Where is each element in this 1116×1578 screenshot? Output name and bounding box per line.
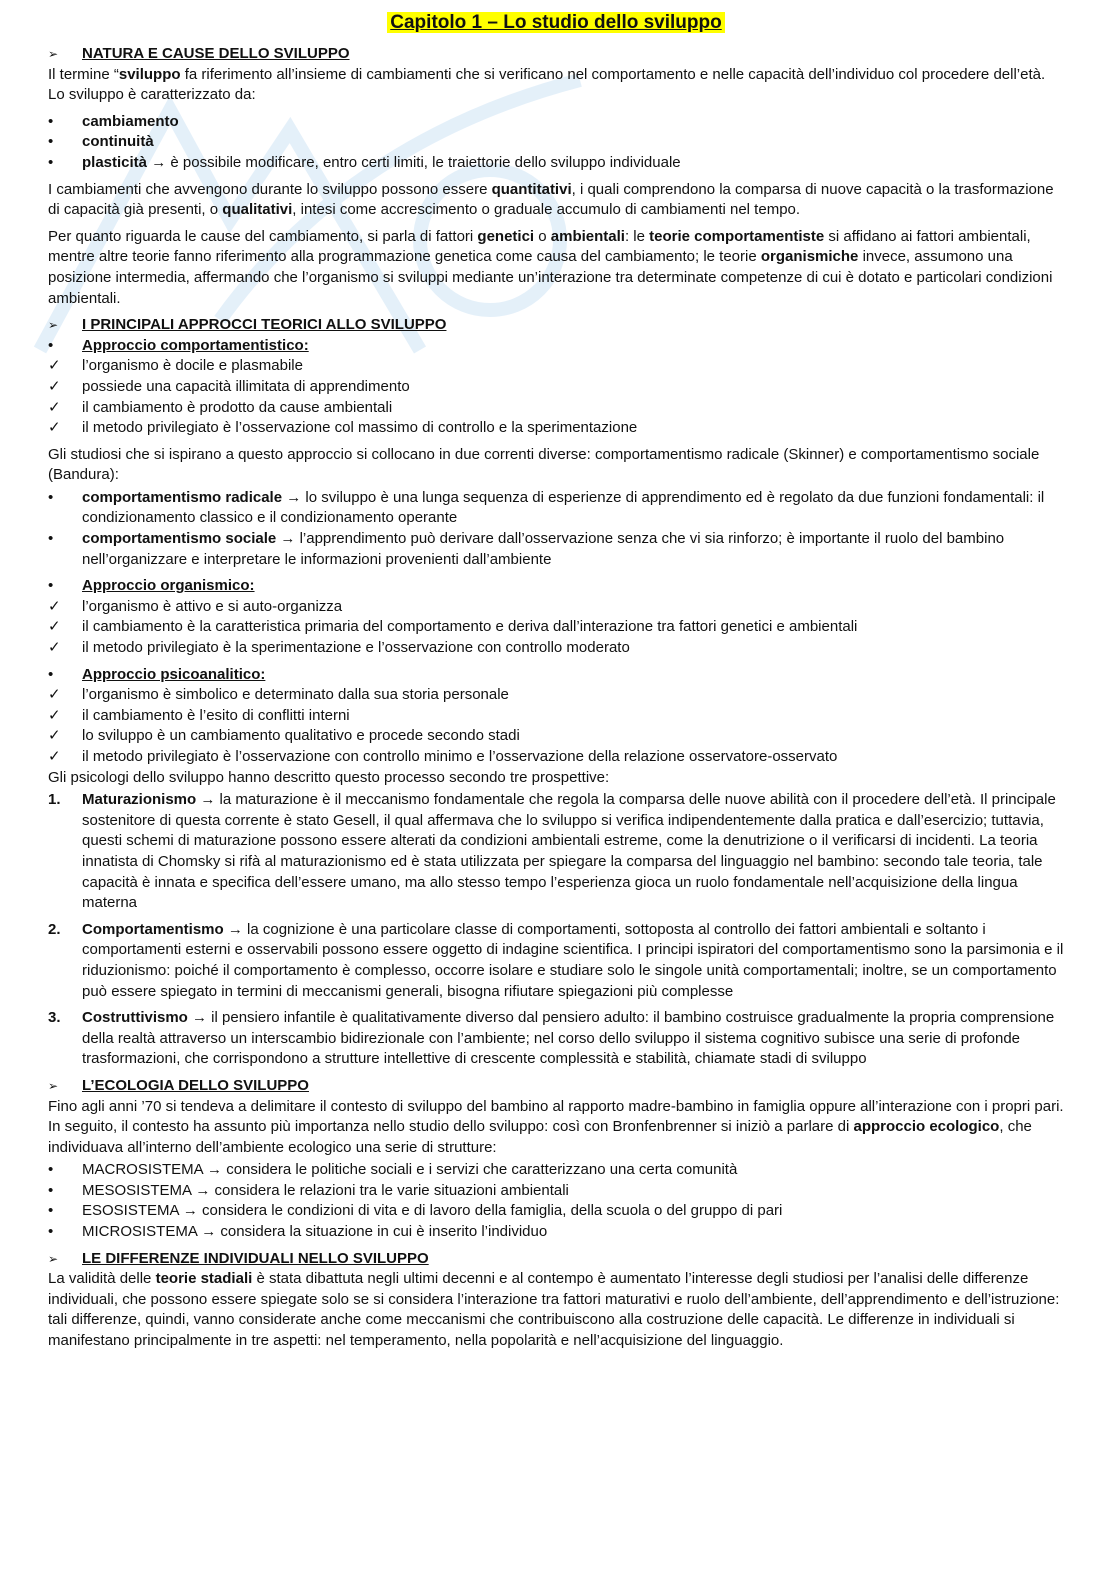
paragraph-intro: Il termine “sviluppo fa riferimento all’insieme di cambiamenti che si verificano nel comportamento e nelle capacità dell’individuo col procedere dell’età. Lo sviluppo è caratterizzato da: xyxy=(48,65,1046,104)
document-page xyxy=(48,10,1064,1358)
list-item: • Approccio comportamentistico: xyxy=(48,336,1064,357)
list-item: 3. Costruttivismo → il pensiero infantile è qualitativamente diverso dal pensiero adulto: il bambino costruisce gradualmente la propria comprensione della realtà attraverso un interscambio bidirezionale con l’ambiente; nel corso dello sviluppo il sistema cognitivo subisce una serie di profonde trasformazioni, che corrispondono a strutture intellettive di crescente complessità e stabilità, chiamate stadi di sviluppo xyxy=(48,1009,1055,1068)
check-icon: ✓ xyxy=(48,618,61,636)
right-arrow-icon: → xyxy=(182,1202,198,1220)
arrow-bullet-icon: ➢ xyxy=(48,1078,59,1093)
right-arrow-icon: → xyxy=(227,920,243,938)
section-heading-approcci: ➢ I PRINCIPALI APPROCCI TEORICI ALLO SVILUPPO xyxy=(48,315,1064,336)
list-item: ✓ il metodo privilegiato è la sperimentazione e l’osservazione con controllo moderato xyxy=(48,638,1064,659)
check-icon: ✓ xyxy=(48,727,61,745)
check-icon: ✓ xyxy=(48,597,61,615)
list-item: • ESOSISTEMA → considera le condizioni di vita e di lavoro della famiglia, della scuola o del gruppo di pari xyxy=(48,1201,1064,1222)
dot-bullet-icon: • xyxy=(48,577,54,595)
right-arrow-icon: → xyxy=(207,1161,223,1179)
check-icon: ✓ xyxy=(48,686,61,704)
list-item: • cambiamento xyxy=(48,112,1064,133)
dot-bullet-icon: • xyxy=(48,530,54,548)
dot-bullet-icon: • xyxy=(48,336,54,354)
dot-bullet-icon: • xyxy=(48,1161,54,1179)
paragraph-correnti: Gli studiosi che si ispirano a questo approccio si collocano in due correnti diverse: comportamentismo radicale (Skinner) e comportamentismo sociale (Bandura): xyxy=(48,445,1040,484)
list-item: ✓ l’organismo è attivo e si auto-organizza xyxy=(48,597,1064,618)
paragraph-cambiamenti: I cambiamenti che avvengono durante lo sviluppo possono essere quantitativi, i quali comprendono la comparsa di nuove capacità o la trasformazione di capacità già presenti, o qualitativi, intesi come accrescimento o graduale accumulo di cambiamenti nel tempo. xyxy=(48,180,1054,219)
list-item: • Approccio psicoanalitico: xyxy=(48,665,1064,686)
check-icon: ✓ xyxy=(48,419,61,437)
list-item: • comportamentismo radicale → lo sviluppo è una lunga sequenza di esperienze di apprendimento ed è regolato da due funzioni fondamentali: il condizionamento classico e il condizionamento operante xyxy=(48,488,1045,527)
list-item: ✓ il cambiamento è prodotto da cause ambientali xyxy=(48,398,1064,419)
section-heading-ecologia: ➢ L’ECOLOGIA DELLO SVILUPPO xyxy=(48,1076,1064,1097)
list-item: • continuità xyxy=(48,132,1064,153)
check-icon: ✓ xyxy=(48,748,61,765)
page-title: Capitolo 1 – Lo studio dello sviluppo xyxy=(387,12,724,33)
list-item: ✓ lo sviluppo è un cambiamento qualitativo e procede secondo stadi xyxy=(48,726,1064,747)
section-heading-natura: ➢ NATURA E CAUSE DELLO SVILUPPO xyxy=(48,44,1064,65)
paragraph-ecologia: Fino agli anni ’70 si tendeva a delimitare il contesto di sviluppo del bambino al rapporto madre-bambino in famiglia oppure all’interazione con i propri pari. In seguito, il contesto ha assunto più importanza nello studio dello sviluppo: così con Bronfenbrenner si iniziò a parlare di approccio ecologico, che individuava all’interno dell’ambiente ecologico una serie di strutture: xyxy=(48,1097,1064,1156)
list-item: ✓ il metodo privilegiato è l’osservazione col massimo di controllo e la sperimentazione xyxy=(48,418,1064,439)
list-item: 1. Maturazionismo → la maturazione è il meccanismo fondamentale che regola la comparsa delle nuove abilità con il procedere dell’età. Il principale sostenitore di questa corrente è stato Gesell, il qual affermava che lo sviluppo si verifica indipendentemente dalla pratica e dall’esercizio; tuttavia, questi schemi di maturazione possono essere alterati da condizioni ambientali estreme, come la denutrizione o il verificarsi di incidenti. La teoria innatista di Chomsky si rifà al maturazionismo ed è stata utilizzata per spiegare la comparsa del linguaggio nel bambino: secondo tale teoria, tale capacità è innata e specifica dell’essere umano, ma allo stesso tempo l’esperienza gioca un ruolo fondamentale nell’acquisizione della lingua materna xyxy=(48,791,1056,912)
arrow-bullet-icon: ➢ xyxy=(48,318,59,333)
paragraph-prospettive: Gli psicologi dello sviluppo hanno descritto questo processo secondo tre prospettive: xyxy=(48,768,610,786)
list-item: • MESOSISTEMA → considera le relazioni tra le varie situazioni ambientali xyxy=(48,1181,1064,1202)
arrow-bullet-icon: ➢ xyxy=(48,1251,59,1266)
list-item: ✓ l’organismo è simbolico e determinato dalla sua storia personale xyxy=(48,685,1064,706)
check-icon: ✓ xyxy=(48,377,61,395)
list-item: ✓ il cambiamento è l’esito di conflitti interni xyxy=(48,706,1064,727)
arrow-bullet-icon: ➢ xyxy=(48,47,59,61)
dot-bullet-icon: • xyxy=(48,1202,54,1220)
right-arrow-icon: → xyxy=(151,153,167,171)
dot-bullet-icon: • xyxy=(48,488,54,506)
list-item: ✓ l’organismo è docile e plasmabile xyxy=(48,356,1064,377)
check-icon: ✓ xyxy=(48,706,61,724)
check-icon: ✓ xyxy=(48,639,61,657)
dot-bullet-icon: • xyxy=(48,1223,54,1241)
list-item: ✓ il cambiamento è la caratteristica primaria del comportamento e deriva dall’interazione tra fattori genetici e ambientali xyxy=(48,617,1064,638)
list-item: ✓ il metodo privilegiato è l’osservazione con controllo minimo e l’osservazione della relazione osservatore-osservato xyxy=(48,747,1064,768)
right-arrow-icon: → xyxy=(201,1223,217,1241)
dot-bullet-icon: • xyxy=(48,112,54,130)
dot-bullet-icon: • xyxy=(48,665,54,683)
list-item: • plasticità → è possibile modificare, entro certi limiti, le traiettorie dello sviluppo individuale xyxy=(48,153,1064,174)
list-item: 2. Comportamentismo → la cognizione è una particolare classe di comportamenti, sottoposta al controllo dei fattori ambientali e soltanto i comportamenti esterni e osservabili possono essere oggetto di indagine scientifica. I principi ispiratori del comportamentismo sono la parsimonia e il riduzionismo: poiché il comportamento è complesso, occorre isolare e studiare solo le singole unità comportamentali; inoltre, se un comportamento può essere spiegato in termini di meccanismi generali, bisogna rifiutare spiegazioni più complesse xyxy=(48,920,1064,1000)
dot-bullet-icon: • xyxy=(48,153,54,171)
right-arrow-icon: → xyxy=(195,1181,211,1199)
check-icon: ✓ xyxy=(48,357,61,375)
paragraph-differenze: La validità delle teorie stadiali è stata dibattuta negli ultimi decenni e al contempo è aumentato l’interesse degli studiosi per l’analisi delle differenze individuali, che possono essere spiegate solo se si considera l’interazione tra fattori maturativi e ruolo dell’ambiente, dell’apprendimento e dell’istruzione: tali differenze, quindi, vanno considerate anche come meccanismi che contribuiscono alla costruzione delle capacità. Le differenze in individuali si manifestano principalmente in tre aspetti: nel temperamento, nella popolarità e nell’acquisizione del linguaggio. xyxy=(48,1270,1060,1350)
section-heading-differenze: ➢ LE DIFFERENZE INDIVIDUALI NELLO SVILUPPO xyxy=(48,1249,1064,1270)
right-arrow-icon: → xyxy=(280,530,296,548)
list-item: • Approccio organismico: xyxy=(48,576,1064,597)
dot-bullet-icon: • xyxy=(48,1181,54,1199)
list-item: • MICROSISTEMA → considera la situazione in cui è inserito l’individuo xyxy=(48,1222,1064,1243)
right-arrow-icon: → xyxy=(286,488,302,506)
list-item: • MACROSISTEMA → considera le politiche sociali e i servizi che caratterizzano una certa comunità xyxy=(48,1160,1064,1181)
paragraph-cause: Per quanto riguarda le cause del cambiamento, si parla di fattori genetici o ambientali: le teorie comportamentiste si affidano ai fattori ambientali, mentre altre teorie fanno riferimento alla programmazione genetica come causa del cambiamento; le teorie organismiche invece, assumono una posizione intermedia, affermando che l’organismo si sviluppi mediante un’interazione tra determinate competenze di cui è dotato e particolari condizioni ambientali. xyxy=(48,227,1053,307)
check-icon: ✓ xyxy=(48,398,61,416)
dot-bullet-icon: • xyxy=(48,133,54,151)
list-item: ✓ possiede una capacità illimitata di apprendimento xyxy=(48,377,1064,398)
list-item: • comportamentismo sociale → l’apprendimento può derivare dall’osservazione senza che vi sia rinforzo; è importante il ruolo del bambino nell’organizzare e interpretare le informazioni provenienti dall’ambiente xyxy=(48,530,1005,568)
right-arrow-icon: → xyxy=(200,791,216,809)
right-arrow-icon: → xyxy=(192,1009,208,1027)
